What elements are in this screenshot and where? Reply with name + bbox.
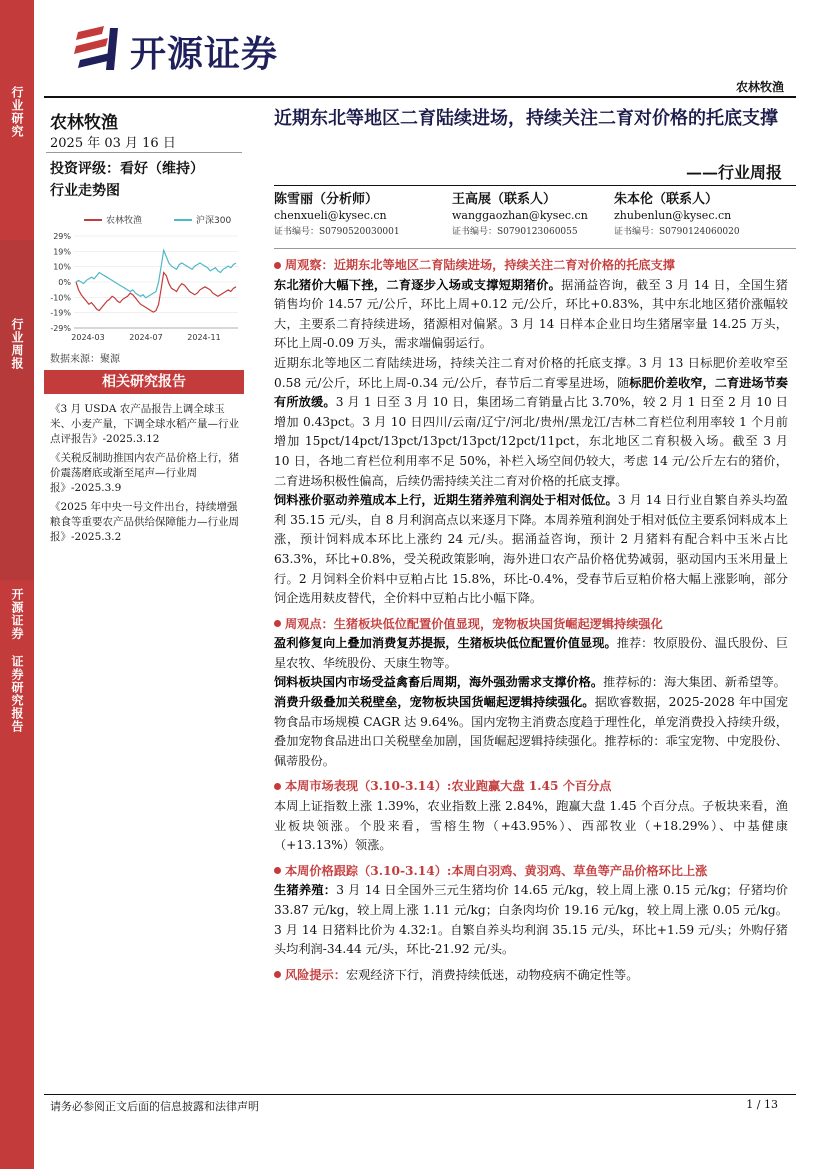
risk-warning: 风险提示：宏观经济下行，消费持续低迷，动物疫病不确定性等。	[274, 966, 788, 986]
related-report-item[interactable]: 《3 月 USDA 农产品报告上调全球玉米、小麦产量，下调全球水稻产量—行业点评报告》-2025.3.12	[50, 403, 239, 445]
report-subtitle: ——行业周报	[685, 163, 782, 182]
x-tick-label: 2024-11	[187, 333, 221, 342]
sector-name: 农林牧渔	[50, 113, 118, 133]
side-bar-brand: 开源证券 证券研究报告	[0, 580, 34, 1169]
y-tick-label: -19%	[50, 308, 71, 318]
bullet-icon	[274, 971, 281, 978]
analyst-divider	[274, 248, 796, 249]
title-divider	[274, 185, 796, 186]
analyst-email[interactable]: chenxueli@kysec.cn	[274, 209, 387, 222]
header-sector-tag: 农林牧渔	[735, 80, 784, 94]
section-heading-price-tracking: 本周价格跟踪（3.10-3.14）:本周白羽鸡、黄羽鸡、草鱼等产品价格环比上涨	[274, 862, 788, 882]
section-heading-market-performance: 本周市场表现（3.10-3.14）:农业跑赢大盘 1.45 个百分点	[274, 777, 788, 797]
bullet-icon	[274, 867, 281, 874]
related-reports-title: 相关研究报告	[44, 370, 244, 394]
paragraph: 饲料板块国内市场受益禽畜后周期，海外强劲需求支撑价格。推荐标的：海大集团、新希望等。	[274, 675, 786, 690]
series-line	[76, 273, 236, 313]
paragraph: 饲料涨价驱动养殖成本上行，近期生猪养殖利润处于相对低位。3 月 14 日行业自繁自养头均盈利 35.15 元/头，自 8 月利润高点以来逐月下降。本周养殖利润处于相对低位主要系饲料成本上涨，预计饲料成本环比上涨约 24 元/头。据涌益咨询，预计 2 月猪料有配合料中玉米占比 63.3%，环比+0.8%，受关税政策影响，海外进口农产品价格优势减弱，驱动国内玉米用量上行。2 月饲料全价料中豆粕占比 15.8%，环比-0.4%，受春节后豆粕价格大幅上涨影响，部分饲企选用麸皮替代，全价料中豆粕占比小幅下降。	[274, 493, 788, 606]
analyst-name: 朱本伦（联系人）	[614, 192, 719, 207]
legend-label: 沪深300	[196, 216, 232, 226]
related-report-item[interactable]: 《关税反制助推国内农产品价格上行，猪价震荡磨底或渐至尾声—行业周报》-2025.3.9	[50, 452, 239, 494]
series-line	[76, 250, 236, 298]
side-bar-weekly: 行业周报	[0, 240, 34, 580]
x-tick-label: 2024-03	[71, 333, 105, 342]
analyst-email[interactable]: wanggaozhan@kysec.cn	[452, 209, 588, 222]
y-tick-label: 29%	[53, 232, 71, 241]
header-divider	[44, 96, 796, 98]
x-tick-label: 2024-07	[129, 333, 163, 342]
analyst-card	[274, 192, 444, 240]
y-tick-label: -29%	[50, 324, 71, 333]
analyst-name: 王高展（联系人）	[452, 192, 557, 207]
y-tick-label: 19%	[53, 247, 71, 257]
brand-logo-icon	[74, 24, 128, 74]
analyst-cert: 证书编号：S0790520030001	[274, 227, 400, 237]
related-reports-list	[50, 402, 242, 549]
analyst-email[interactable]: zhubenlun@kysec.cn	[614, 209, 732, 222]
report-title: 近期东北等地区二育陆续进场，持续关注二育对价格的托底支撑	[274, 108, 778, 129]
side-bar-research: 行业研究	[0, 0, 34, 240]
left-divider	[46, 152, 242, 153]
section-heading-weekly-view: 周观点：生猪板块低位配置价值显现，宠物板块国货崛起逻辑持续强化	[274, 615, 788, 635]
footer-disclaimer: 请务必参阅正文后面的信息披露和法律声明	[50, 1100, 259, 1113]
trend-chart	[44, 210, 244, 350]
analyst-card	[452, 192, 622, 240]
paragraph: 东北猪价大幅下挫，二育逐步入场或支撑短期猪价。据涌益咨询，截至 3 月 14 日，全国生猪销售均价 14.57 元/公斤，环比上周+0.12 元/公斤，环比+0.83%，其中东北地区猪价涨幅较大，主要系二育持续进场，猪源相对偏紧。3 月 14 日样本企业日均生猪屠宰量 14.25 万头，环比上周-0.09 万头，需求端偏弱运行。	[274, 277, 788, 351]
page-number: 1 / 13	[746, 1098, 778, 1111]
analyst-name: 陈雪丽（分析师）	[274, 192, 379, 207]
paragraph: 盈利修复向上叠加消费复苏提振，生猪板块低位配置价值显现。推荐：牧原股份、温氏股份、巨星农牧、华统股份、天康生物等。	[274, 636, 789, 670]
paragraph: 消费升级叠加关税壁垒，宠物板块国货崛起逻辑持续强化。据欧睿数据，2025-2028 年中国宠物食品市场规模 CAGR 达 9.64%。国内宠物主消费态度趋于理性化，单宠消费投入持续升级，叠加宠物食品进出口关税壁垒加剧，国货崛起逻辑持续强化。推荐标的：乖宝宠物、中宠股份、佩蒂股份。	[274, 695, 789, 768]
investment-rating: 投资评级：看好（维持）	[50, 161, 204, 177]
analyst-card	[614, 192, 784, 240]
section-heading-weekly-observation: 周观察：近期东北等地区二育陆续进场，持续关注二育对价格的托底支撑	[274, 256, 788, 276]
paragraph: 本周上证指数上涨 1.39%，农业指数上涨 2.84%，跑赢大盘 1.45 个百分点。子板块来看，渔业板块领涨。个股来看，雪榕生物（+43.95%）、西部牧业（+18.29%）、中基健康（+13.13%）领涨。	[274, 799, 788, 853]
related-report-item[interactable]: 《2025 年中央一号文件出台，持续增强粮食等重要农产品供给保障能力—行业周报》-2025.3.2	[50, 501, 239, 543]
y-tick-label: 0%	[58, 278, 71, 287]
analyst-cert: 证书编号：S0790123060055	[452, 227, 578, 237]
brand-logo	[74, 24, 314, 74]
y-tick-label: 10%	[53, 262, 71, 272]
chart-source: 数据来源：聚源	[50, 354, 120, 365]
legend-label: 农林牧渔	[106, 216, 143, 226]
paragraph: 近期东北等地区二育陆续进场，持续关注二育对价格的托底支撑。3 月 13 日标肥价差收窄至 0.58 元/公斤，环比上周-0.34 元/公斤，春节后二育零星进场，随标肥价差收窄，二育进场节奏有所放缓。3 月 1 日至 3 月 10 日，集团场二育销量占比 3.70%，较 2 月 1 日至 2 月 10 日增加 0.43pct。3 月 10 日四川/云南/辽宁/河北/贵州/黑龙江/吉林二育栏位利用率较 1 个月前增加 15pct/14pct/13pct/13pct/13pct/12pct/11pct，东北地区二育积极入场。截至 3 月 10 日，各地二育栏位利用率不足 50%，补栏入场空间仍较大，考虑 14 元/公斤左右的猪价，二育进场积极性偏高，后续仍需持续关注二育对价格的托底支撑。	[274, 355, 788, 488]
footer-divider	[44, 1094, 796, 1095]
bullet-icon	[274, 620, 281, 627]
report-body	[274, 256, 788, 985]
bullet-icon	[274, 783, 281, 790]
brand-name: 开源证券	[130, 34, 279, 75]
bullet-icon	[274, 262, 281, 269]
y-tick-label: -10%	[50, 293, 71, 303]
paragraph: 生猪养殖：3 月 14 日全国外三元生猪均价 14.65 元/kg，较上周上涨 0.15 元/kg；仔猪均价 33.87 元/kg，较上周上涨 1.11 元/kg；白条肉均价 19.16 元/kg，较上周上涨 0.05 元/kg。3 月 14 日猪料比价为 4.32:1。自繁自养头均利润 35.15 元/头，环比+1.59 元/头；外购仔猪头均利润-34.44 元/头，环比-21.92 元/头。	[274, 883, 788, 957]
trend-chart-title: 行业走势图	[50, 183, 120, 199]
analyst-cert: 证书编号：S0790124060020	[614, 227, 740, 237]
report-date: 2025 年 03 月 16 日	[50, 136, 176, 151]
